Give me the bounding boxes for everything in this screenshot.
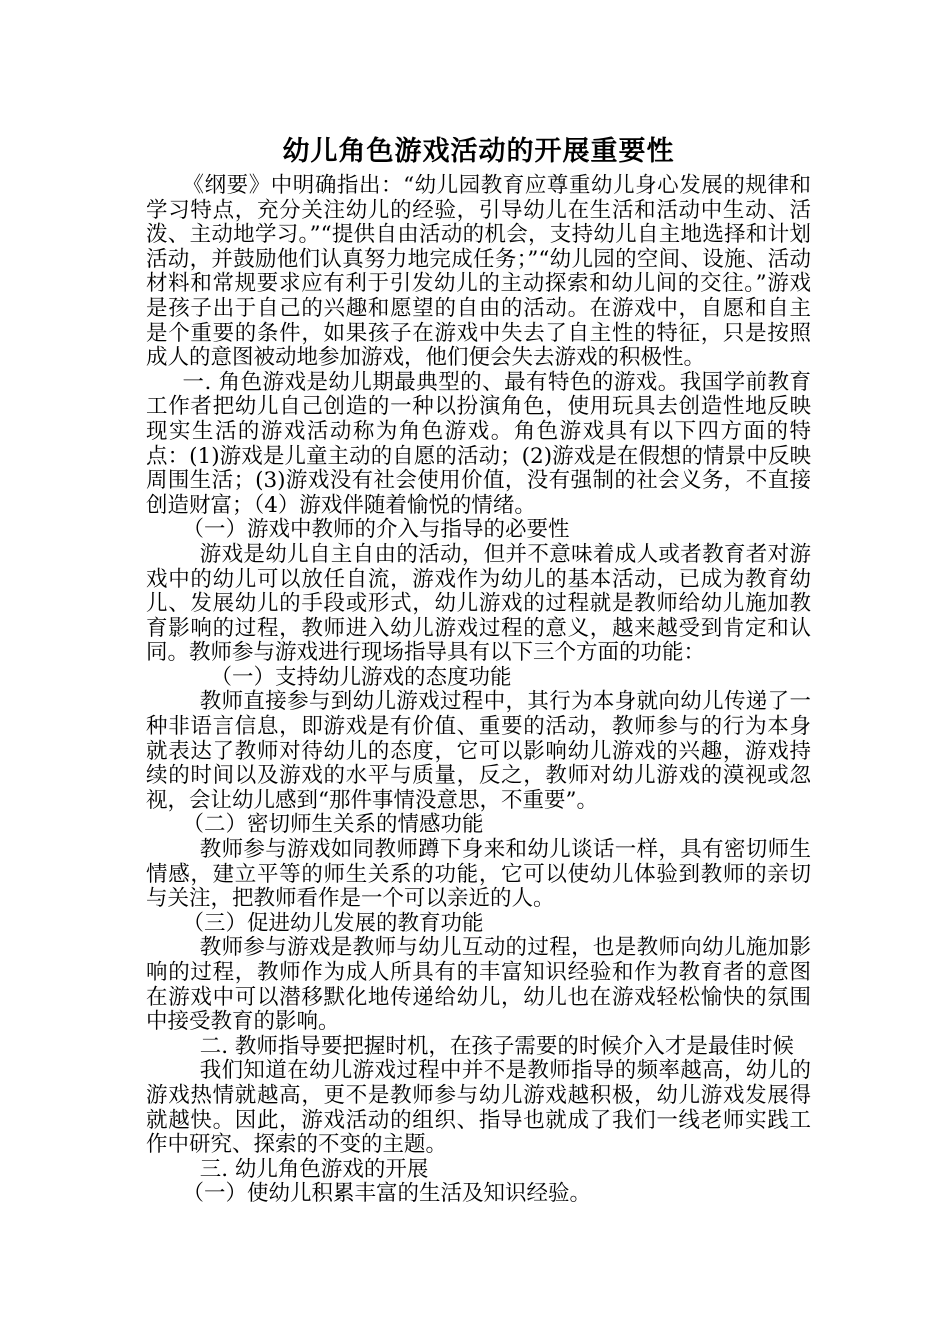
document-title: 幼儿角色游戏活动的开展重要性 — [282, 136, 675, 167]
paragraph: 三. 幼儿角色游戏的开展 — [199, 1156, 429, 1182]
paragraph: 教师参与游戏是教师与幼儿互动的过程，也是教师向幼儿施加影响的过程，教师作为成人所具有的丰富知识经验和作为教育者的意图在游戏中可以潜移默化地传递给幼儿，幼儿也在游戏轻松愉快的氛围中接受教育的影响。 — [146, 935, 811, 1035]
paragraph: （一）使幼儿积累丰富的生活及知识经验。 — [182, 1181, 592, 1207]
paragraph: 游戏是幼儿自主自由的活动，但并不意味着成人或者教育者对游戏中的幼儿可以放任自流，游戏作为幼儿的基本活动，已成为教育幼儿、发展幼儿的手段或形式，幼儿游戏的过程就是教师给幼儿施加教育影响的过程，教师进入幼儿游戏过程的意义，越来越受到肯定和认同。教师参与游戏进行现场指导具有以下三个方面的功能： — [146, 541, 811, 666]
paragraph: 我们知道在幼儿游戏过程中并不是教师指导的频率越高，幼儿的游戏热情就越高，更不是教师参与幼儿游戏越积极，幼儿游戏发展得就越快。因此，游戏活动的组织、指导也就成了我们一线老师实践工作中研究、探索的不变的主题。 — [146, 1058, 811, 1158]
paragraph: 教师直接参与到幼儿游戏过程中，其行为本身就向幼儿传递了一种非语言信息，即游戏是有价值、重要的活动，教师参与的行为本身就表达了教师对待幼儿的态度，它可以影响幼儿游戏的兴趣，游戏持续的时间以及游戏的水平与质量，反之，教师对幼儿游戏的漠视或忽视，会让幼儿感到“那件事情没意思，不重要”。 — [146, 689, 811, 813]
paragraph: 二. 教师指导要把握时机，在孩子需要的时候介入才是最佳时候 — [199, 1033, 794, 1059]
paragraph: 《纲要》中明确指出：“幼儿园教育应尊重幼儿身心发展的规律和学习特点，充分关注幼儿的经验，引导幼儿在生活和活动中生动、活泼、主动地学习。”“提供自由活动的机会，支持幼儿自主地选择和计划活动，并鼓励他们认真努力地完成任务；”“幼儿园的空间、设施、活动材料和常规要求应有利于引发幼儿的主动探索和幼儿间的交往。”游戏是孩子出于自己的兴趣和愿望的自由的活动。在游戏中，自愿和自主是个重要的条件，如果孩子在游戏中失去了自主性的特征，只是按照成人的意图被动地参加游戏，他们便会失去游戏的积极性。 — [146, 173, 811, 371]
paragraph: （三）促进幼儿发展的教育功能 — [182, 910, 484, 936]
paragraph: 教师参与游戏如同教师蹲下身来和幼儿谈话一样，具有密切师生情感，建立平等的师生关系的功能，它可以使幼儿体验到教师的亲切与关注，把教师看作是一个可以亲近的人。 — [146, 837, 811, 912]
paragraph: （一）游戏中教师的介入与指导的必要性 — [182, 517, 570, 543]
paragraph: （一）支持幼儿游戏的态度功能 — [210, 664, 512, 690]
document-page — [146, 130, 811, 1207]
document-body — [146, 174, 811, 1207]
paragraph: 一. 角色游戏是幼儿期最典型的、最有特色的游戏。我国学前教育工作者把幼儿自己创造的一种以扮演角色，使用玩具去创造性地反映现实生活的游戏活动称为角色游戏。角色游戏具有以下四方面的特点：(1)游戏是儿童主动的自愿的活动；(2)游戏是在假想的情景中反映周围生活；(3)游戏没有社会使用价值，没有强制的社会义务，不直接创造财富；（4）游戏伴随着愉悦的情绪。 — [146, 369, 811, 518]
paragraph: （二）密切师生关系的情感功能 — [182, 812, 484, 838]
